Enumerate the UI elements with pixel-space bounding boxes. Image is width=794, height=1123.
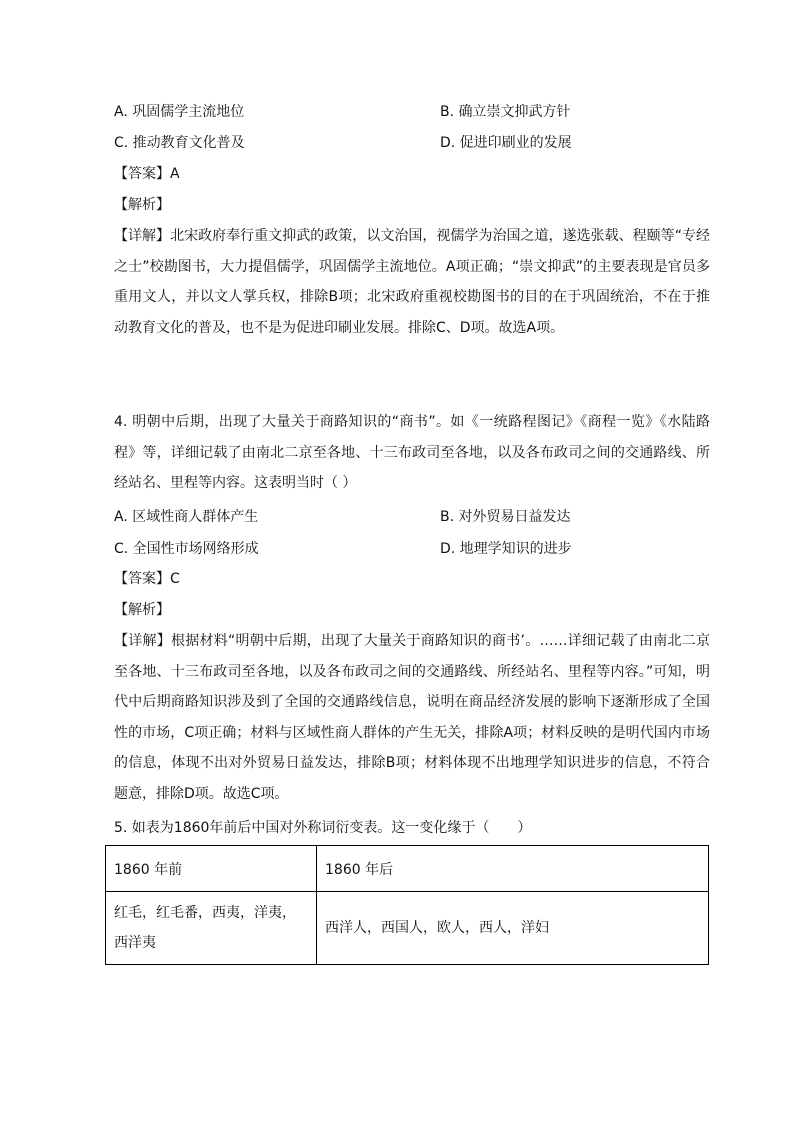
q4-analysis-label: 【解析】 [114, 602, 170, 618]
table-cell-before: 红毛，红毛番，西夷，洋夷，西洋夷 [106, 892, 317, 965]
q4-stem: 4. 明朝中后期，出现了大量关于商路知识的“商书”。如《一统路程图记》《商程一览》《水陆路程》等，详细记载了由南北二京至各地、十三布政司至各地，以及各布政司之间的交通路线、所经站名、里程等内容。这表明当时（ ） [114, 414, 710, 491]
table-header-before: 1860 年前 [106, 846, 317, 892]
q4-answer: 【答案】C [114, 571, 180, 587]
q4-option-d[interactable]: D. 地理学知识的进步 [440, 541, 572, 557]
q5-stem: 5. 如表为1860年前后中国对外称词衍变表。这一变化缘于（ ） [114, 820, 532, 836]
q3-option-a[interactable]: A. 巩固儒学主流地位 [114, 104, 245, 120]
q5-table [105, 845, 709, 965]
q3-option-b[interactable]: B. 确立崇文抑武方针 [440, 104, 571, 120]
table-row [106, 892, 709, 965]
table-cell-after: 西洋人，西国人，欧人，西人，洋妇 [317, 892, 709, 965]
q3-option-c[interactable]: C. 推动教育文化普及 [114, 135, 245, 151]
q4-option-b[interactable]: B. 对外贸易日益发达 [440, 509, 571, 525]
q3-detail: 【详解】北宋政府奉行重文抑武的政策，以文治国，视儒学为治国之道，遂选张载、程颐等“专经之士”校勘图书，大力提倡儒学，巩固儒学主流地位。A项正确；“崇文抑武”的主要表现是官员多重用文人，并以文人掌兵权，排除B项；北宋政府重视校勘图书的目的在于巩固统治，不在于推动教育文化的普及，也不是为促进印刷业发展。排除C、D项。故选A项。 [114, 228, 710, 336]
q4-option-a[interactable]: A. 区域性商人群体产生 [114, 509, 259, 525]
q3-answer: 【答案】A [114, 166, 180, 182]
table-header-row [106, 846, 709, 892]
table-header-after: 1860 年后 [317, 846, 709, 892]
q4-detail: 【详解】根据材料“明朝中后期，出现了大量关于商路知识的商书’。……详细记载了由南北二京至各地、十三布政司至各地，以及各布政司之间的交通路线、所经站名、里程等内容。”可知，明代中后期商路知识涉及到了全国的交通路线信息，说明在商品经济发展的影响下逐渐形成了全国性的市场，C项正确；材料与区域性商人群体的产生无关，排除A项；材料反映的是明代国内市场的信息，体现不出对外贸易日益发达，排除B项；材料体现不出地理学知识进步的信息，不符合题意，排除D项。故选C项。 [114, 633, 710, 802]
q4-option-c[interactable]: C. 全国性市场网络形成 [114, 541, 259, 557]
q3-option-d[interactable]: D. 促进印刷业的发展 [440, 135, 572, 151]
q3-analysis-label: 【解析】 [114, 197, 170, 213]
